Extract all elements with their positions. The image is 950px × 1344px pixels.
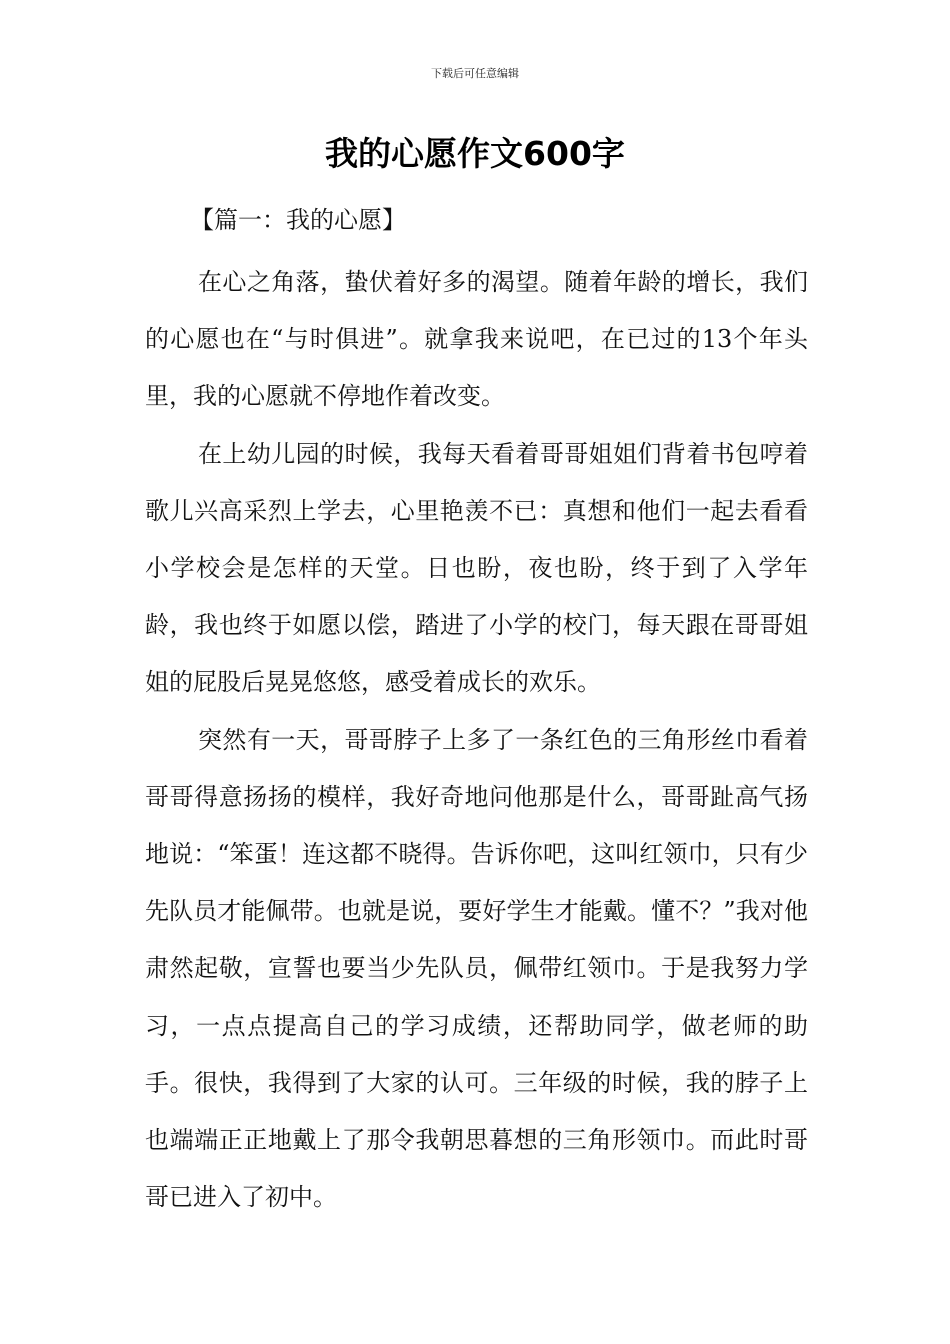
paragraph-3: 突然有一天，哥哥脖子上多了一条红色的三角形丝巾看着哥哥得意扬扬的模样，我好奇地问他那是什么，哥哥趾高气扬地说：“笨蛋！连这都不晓得。告诉你吧，这叫红领巾，只有少先队员才能佩带。也就是说，要好学生才能戴。懂不？”我对他肃然起敬，宣誓也要当少先队员，佩带红领巾。于是我努力学习，一点点提高自己的学习成绩，还帮助同学，做老师的助手。很快，我得到了大家的认可。三年级的时候，我的脖子上也端端正正地戴上了那令我朝思暮想的三角形领巾。而此时哥哥已进入了初中。 xyxy=(145,725,808,1212)
header-note: 下载后可任意编辑 xyxy=(431,67,519,80)
document-title: 我的心愿作文600字 xyxy=(325,134,625,173)
document-body xyxy=(145,196,808,1226)
paragraph-1: 在心之角落，蛰伏着好多的渴望。随着年龄的增长，我们的心愿也在“与时俱进”。就拿我来说吧，在已过的13个年头里，我的心愿就不停地作着改变。 xyxy=(145,268,808,411)
section-heading: 【篇一：我的心愿】 xyxy=(190,206,406,234)
paragraph-2: 在上幼儿园的时候，我每天看着哥哥姐姐们背着书包哼着歌儿兴高采烈上学去，心里艳羡不已：真想和他们一起去看看小学校会是怎样的天堂。日也盼，夜也盼，终于到了入学年龄，我也终于如愿以偿，踏进了小学的校门，每天跟在哥哥姐姐的屁股后晃晃悠悠，感受着成长的欢乐。 xyxy=(145,439,808,697)
